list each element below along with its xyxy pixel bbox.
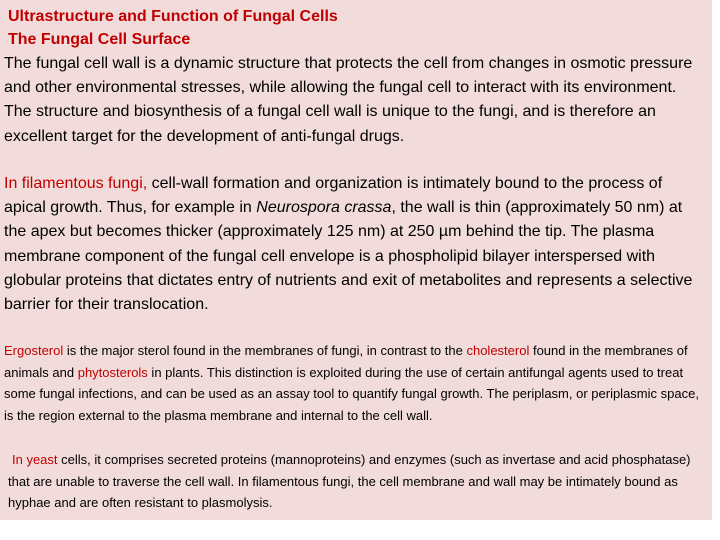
term-cholesterol: cholesterol	[466, 343, 530, 358]
paragraph-text: cell-wall formation and organization is intimately bound to the process of apical growth. Thus, for example in	[4, 175, 663, 217]
paragraph-text: , the wall is thin (approximately 50 nm) at the apex but becomes thicker (approximately 125 nm) at 250 µm behind the tip. The plasma membrane component of the fungal cell envelope is a phospholipid bilayer interspersed with globular proteins that dictates entry of nutrients and exit of metabolites and represents a selective barrier for their translocation.	[4, 199, 693, 314]
paragraph-text: is the major sterol found in the membranes of fungi, in contrast to the	[63, 343, 467, 358]
slide-subtitle: The Fungal Cell Surface	[8, 31, 191, 48]
term-ergosterol: Ergosterol	[4, 343, 64, 358]
paragraph-filamentous-fungi	[4, 172, 704, 317]
paragraph-ergosterol	[4, 340, 708, 427]
paragraph-yeast	[8, 449, 708, 514]
species-name: Neurospora crassa	[256, 199, 392, 217]
paragraph-text: found in the membranes of animals and	[4, 343, 688, 380]
term-filamentous-fungi: In filamentous fungi	[4, 175, 143, 192]
term-comma: ,	[142, 175, 148, 192]
paragraph-cell-wall: The fungal cell wall is a dynamic structure that protects the cell from changes in osmotic pressure and other environmental stresses, while allowing the fungal cell to interact with its environment. The structure and biosynthesis of a fungal cell wall is unique to the fungi, and is therefore an excellent target for the development of anti-fungal drugs.	[4, 55, 693, 145]
term-yeast: In yeast	[12, 452, 58, 467]
term-phytosterols: phytosterols	[77, 364, 148, 380]
slide-title: Ultrastructure and Function of Fungal Cells	[8, 8, 338, 25]
paragraph-text: cells, it comprises secreted proteins (mannoproteins) and enzymes (such as invertase and acid phosphatase) that are unable to traverse the cell wall. In filamentous fungi, the cell membrane and wall may be intimately bound as hyphae and are often resistant to plasmolysis.	[8, 452, 691, 511]
paragraph-text: in plants. This distinction is exploited during the use of certain antifungal agents used to treat some fungal infections, and can be used as an assay tool to quantify fungal growth. The periplasm, or periplasmic space, is the region external to the plasma membrane and internal to the cell wall.	[4, 364, 699, 424]
